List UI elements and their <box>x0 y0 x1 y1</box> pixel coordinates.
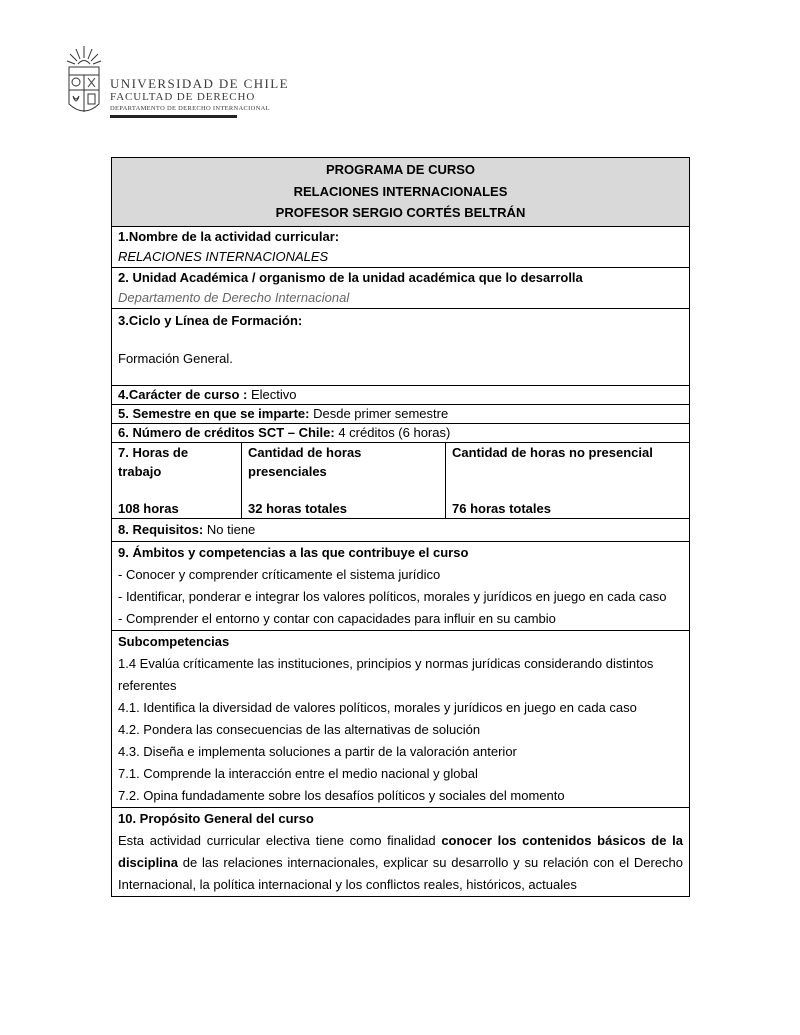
title-row <box>112 158 690 227</box>
section-2-cell <box>112 267 690 308</box>
presential-hours-value: 32 horas totales <box>248 500 347 516</box>
presential-hours-cell <box>242 442 446 518</box>
section-6-label: 6. Número de créditos SCT – Chile: <box>118 424 335 440</box>
section-1-value: RELACIONES INTERNACIONALES <box>118 248 329 264</box>
title-line-1: PROGRAMA DE CURSO <box>326 162 476 177</box>
section-2-row <box>112 267 690 308</box>
title-line-3: PROFESOR SERGIO CORTÉS BELTRÁN <box>275 205 526 220</box>
section-1-cell <box>112 226 690 267</box>
subcompetence-item: 4.1. Identifica la diversidad de valores políticos, morales y jurídicos en juego en cada caso <box>118 699 637 715</box>
faculty-name: FACULTAD DE DERECHO <box>110 91 256 103</box>
title-cell <box>112 158 690 227</box>
section-5-row <box>112 404 690 423</box>
competence-item: - Identificar, ponderar e integrar los valores políticos, morales y jurídicos en juego en cada caso <box>118 588 667 604</box>
section-9-row <box>112 541 690 630</box>
section-3-row <box>112 308 690 385</box>
presential-hours-label: Cantidad de horas presenciales <box>248 444 362 479</box>
subcompetencies-row <box>112 630 690 807</box>
subcompetence-item: 4.2. Pondera las consecuencias de las alternativas de solución <box>118 721 481 737</box>
section-6-cell <box>112 423 690 442</box>
section-10-text-c: de las relaciones internacionales, explicar su desarrollo y su relación con el Derecho Internacional, la política internacional y los conflictos reales, históricos, actuales <box>118 854 684 892</box>
subcompetence-item: 1.4 Evalúa críticamente las instituciones, principios y normas jurídicas considerando distintos referentes <box>118 655 654 693</box>
section-8-row <box>112 518 690 541</box>
competence-item: - Comprender el entorno y contar con capacidades para influir en su cambio <box>118 610 556 626</box>
subcompetence-item: 7.1. Comprende la interacción entre el medio nacional y global <box>118 765 478 781</box>
section-10-text <box>118 830 683 896</box>
section-1-row <box>112 226 690 267</box>
section-4-row <box>112 385 690 404</box>
section-10-cell <box>112 807 690 896</box>
section-9-cell <box>112 541 690 630</box>
section-6-value: 4 créditos (6 horas) <box>334 424 451 440</box>
section-8-label: 8. Requisitos: <box>118 521 204 537</box>
nonpresential-hours-cell <box>446 442 690 518</box>
subcompetence-item: 7.2. Opina fundadamente sobre los desafíos políticos y sociales del momento <box>118 787 565 803</box>
section-5-value: Desde primer semestre <box>309 405 449 421</box>
section-4-cell <box>112 385 690 404</box>
section-9-label: 9. Ámbitos y competencias a las que contribuye el curso <box>118 544 469 560</box>
section-10-row <box>112 807 690 896</box>
section-8-cell <box>112 518 690 541</box>
section-4-label: 4.Carácter de curso : <box>118 386 248 402</box>
work-hours-cell <box>112 442 242 518</box>
work-hours-value: 108 horas <box>118 500 179 516</box>
nonpresential-hours-value: 76 horas totales <box>452 500 551 516</box>
section-5-label: 5. Semestre en que se imparte: <box>118 405 310 421</box>
subcompetence-item: 4.3. Diseña e implementa soluciones a partir de la valoración anterior <box>118 743 517 759</box>
section-10-text-bold: conocer los contenidos básicos de la disciplina <box>118 832 684 870</box>
section-10-text-a: Esta actividad curricular electiva tiene como finalidad <box>118 832 442 848</box>
nonpresential-hours-label: Cantidad de horas no presencial <box>452 444 653 460</box>
section-7-row <box>112 442 690 518</box>
subcompetencies-label: Subcompetencias <box>118 633 230 649</box>
section-3-cell <box>112 308 690 385</box>
section-6-row <box>112 423 690 442</box>
title-line-2: RELACIONES INTERNACIONALES <box>293 183 508 199</box>
section-5-cell <box>112 404 690 423</box>
section-3-value: Formación General. <box>118 350 233 366</box>
subcompetencies-cell <box>112 630 690 807</box>
section-10-label: 10. Propósito General del curso <box>118 810 314 826</box>
header-rule <box>110 115 237 118</box>
section-1-label: 1.Nombre de la actividad curricular: <box>118 228 340 244</box>
course-program-table <box>111 157 690 897</box>
university-crest-icon <box>64 44 104 120</box>
letterhead <box>64 44 289 124</box>
section-8-value: No tiene <box>203 521 256 537</box>
section-2-value: Departamento de Derecho Internacional <box>118 289 350 305</box>
competence-item: - Conocer y comprender críticamente el sistema jurídico <box>118 566 441 582</box>
section-2-label: 2. Unidad Académica / organismo de la unidad académica que lo desarrolla <box>118 269 583 285</box>
section-3-label: 3.Ciclo y Línea de Formación: <box>118 312 303 328</box>
university-name: UNIVERSIDAD DE CHILE <box>110 76 289 91</box>
department-name: DEPARTAMENTO DE DERECHO INTERNACIONAL <box>110 105 270 112</box>
section-4-value: Electivo <box>247 386 297 402</box>
work-hours-label: 7. Horas de trabajo <box>118 444 189 479</box>
